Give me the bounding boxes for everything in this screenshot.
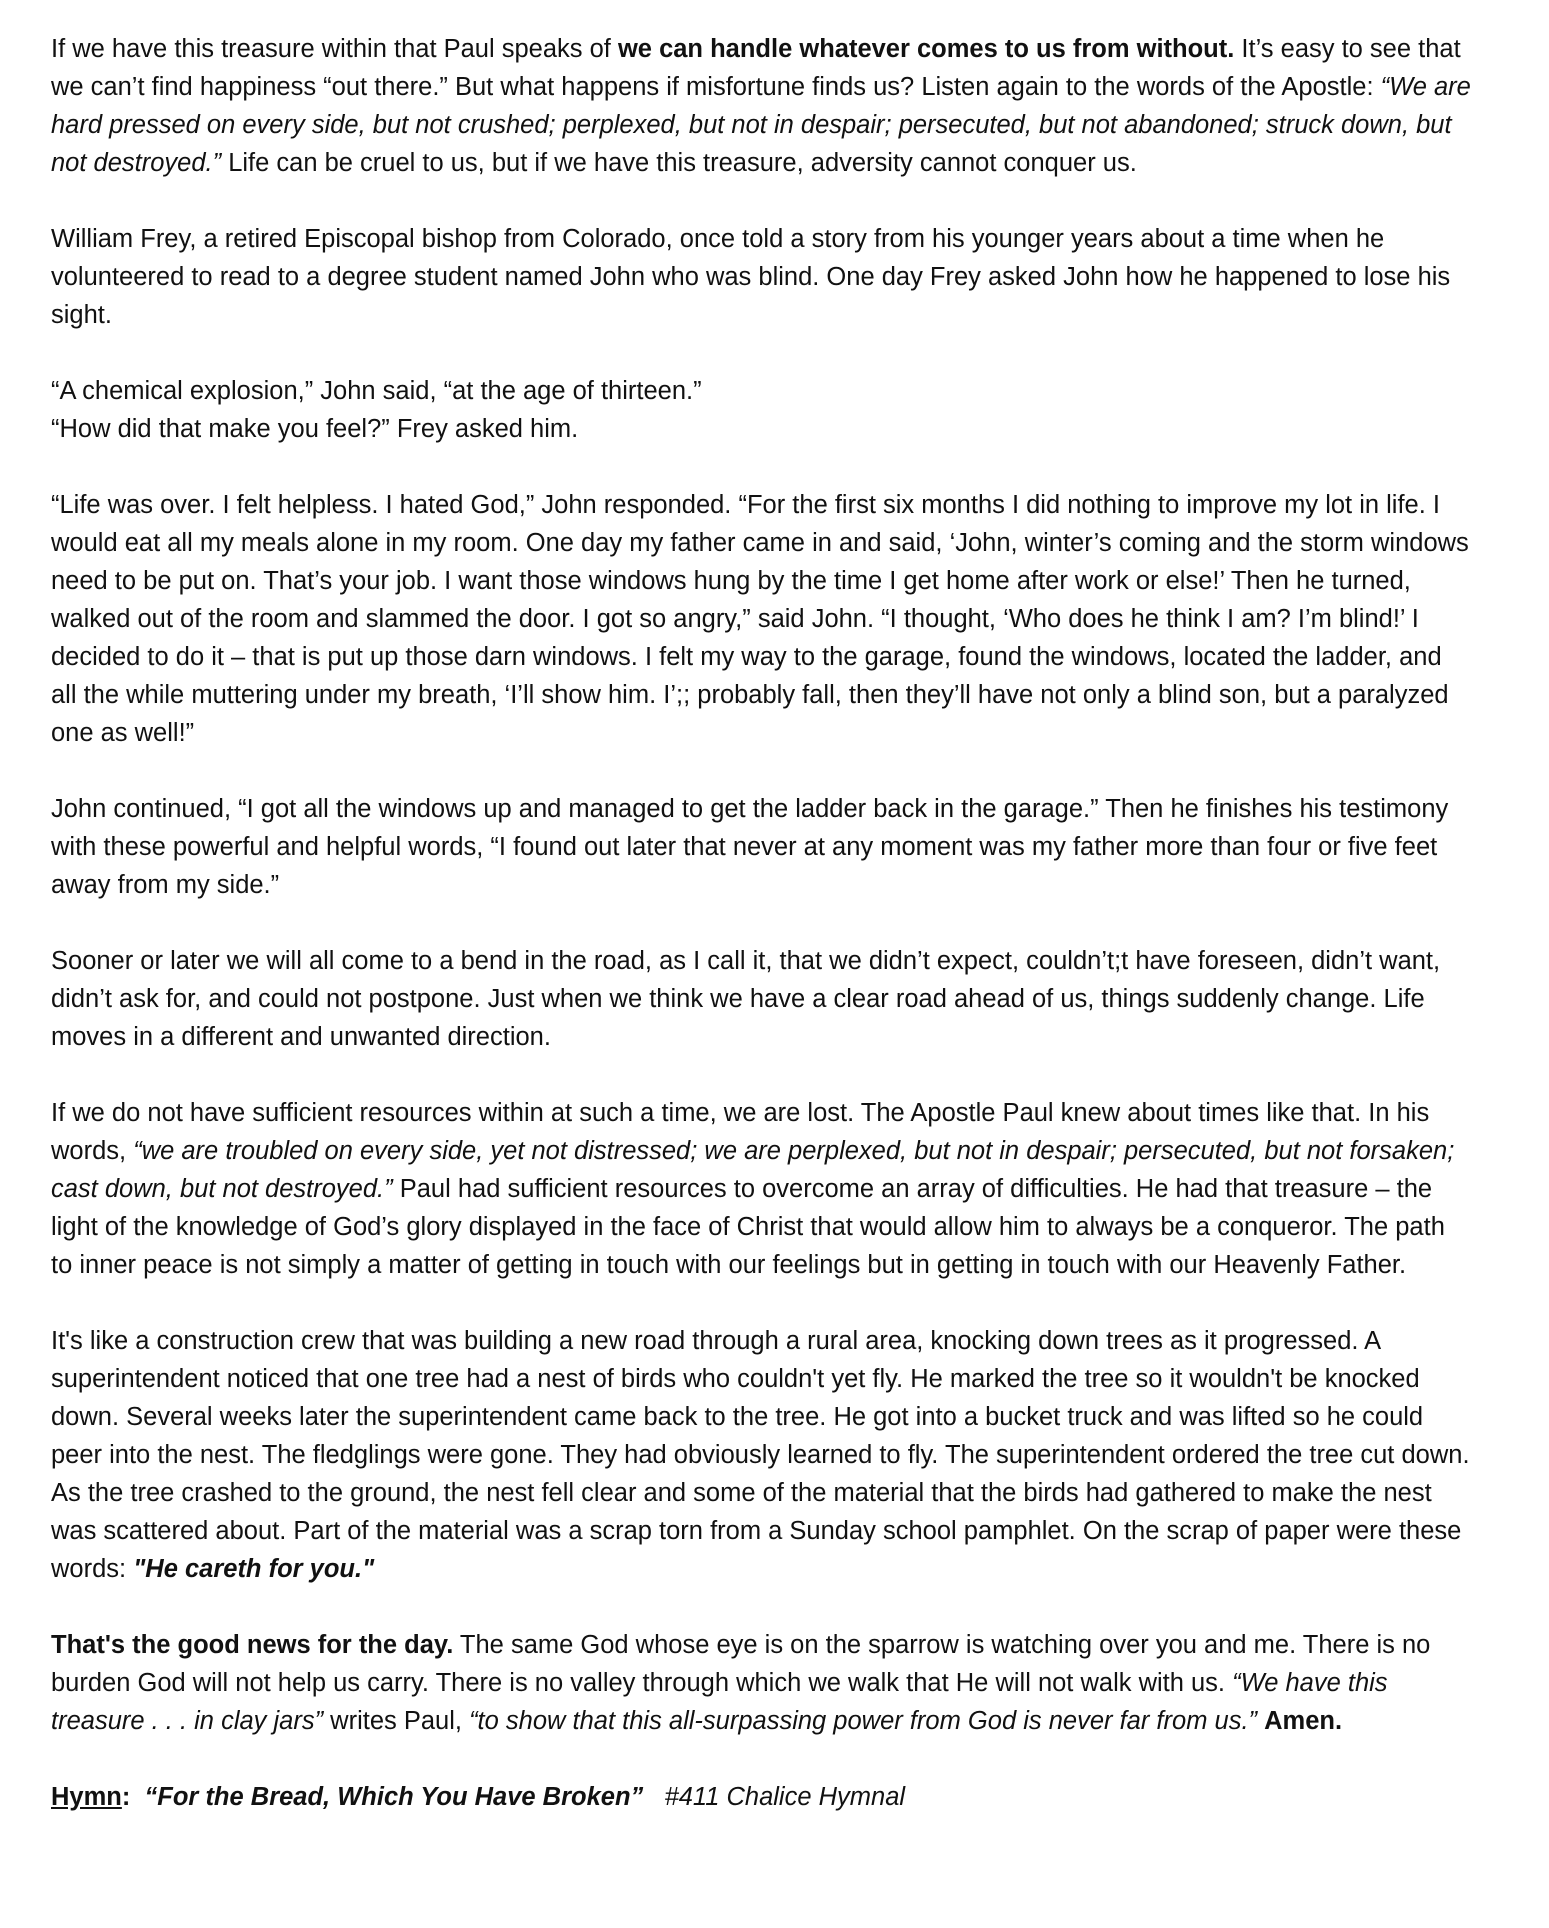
paragraph xyxy=(51,942,1471,1056)
text-segment: If we do not have sufficient resources within at such a time, we are lost. The Apostle Paul knew about times like that. In his words, xyxy=(51,1099,1430,1165)
text-segment: William Frey, a retired Episcopal bishop from Colorado, once told a story from his younger years about a time when he volunteered to read to a degree student named John who was blind. One day Frey asked John how he happened to lose his sight. xyxy=(51,225,1451,329)
text-segment: “A chemical explosion,” John said, “at the age of thirteen.” xyxy=(51,377,702,405)
text-segment: It's like a construction crew that was building a new road through a rural area, knocking down trees as it progressed. A superintendent noticed that one tree had a nest of birds who couldn't yet fly. He marked the tree so it wouldn't be knocked down. Several weeks later the superintendent came back to the tree. He got into a bucket truck and was lifted so he could peer into the nest. The fledglings were gone. They had obviously learned to fly. The superintendent ordered the tree cut down. As the tree crashed to the ground, the nest fell clear and some of the material that the birds had gathered to make the nest was scattered about. Part of the material was a scrap torn from a Sunday school pamphlet. On the scrap of paper were these words: xyxy=(51,1327,1470,1583)
text-segment: “We are hard pressed on every side, but not crushed; perplexed, but not in despair; persecuted, but not abandoned; struck down, but not destroyed.” xyxy=(51,73,1471,177)
text-segment: we can handle whatever comes to us from without. xyxy=(617,35,1235,63)
text-segment: That's the good news for the day. xyxy=(51,1631,454,1659)
text-segment: If we have this treasure within that Paul speaks of xyxy=(51,35,618,63)
text-segment: “we are troubled on every side, yet not distressed; we are perplexed, but not in despair; persecuted, but not forsaken; cast down, but not destroyed.” xyxy=(51,1137,1455,1203)
hymn-title: “For the Bread, Which You Have Broken” xyxy=(144,1783,644,1811)
text-segment: “We have this treasure . . . in clay jars” xyxy=(51,1669,1388,1735)
paragraph xyxy=(51,1322,1471,1588)
hymn-colon: : xyxy=(121,1783,145,1811)
document-page xyxy=(51,30,1471,1816)
text-segment: writes Paul, xyxy=(323,1707,470,1735)
body-text xyxy=(51,30,1471,1740)
paragraph xyxy=(51,410,1471,448)
text-segment: Paul had sufficient resources to overcome an array of difficulties. He had that treasure – the light of the knowledge of God’s glory displayed in the face of Christ that would allow him to always be a conqueror. The path to inner peace is not simply a matter of getting in touch with our feelings but in getting in touch with our Heavenly Father. xyxy=(51,1175,1445,1279)
hymn-label: Hymn xyxy=(51,1783,122,1811)
text-segment: The same God whose eye is on the sparrow is watching over you and me. There is no burden God will not help us carry. There is no valley through which we walk that He will not walk with us. xyxy=(51,1631,1431,1697)
paragraph xyxy=(51,486,1471,752)
text-segment: It’s easy to see that we can’t find happiness “out there.” But what happens if misfortune finds us? Listen again to the words of the Apostle: xyxy=(51,35,1461,101)
paragraph xyxy=(51,30,1471,182)
paragraph xyxy=(51,1094,1471,1284)
hymn-line xyxy=(51,1778,1471,1816)
paragraph xyxy=(51,220,1471,334)
text-segment: John continued, “I got all the windows up and managed to get the ladder back in the garage.” Then he finishes his testimony with these powerful and helpful words, “I found out later that never at any moment was my father more than four or five feet away from my side.” xyxy=(51,795,1449,899)
text-segment: Amen. xyxy=(1264,1707,1343,1735)
text-segment: Sooner or later we will all come to a bend in the road, as I call it, that we didn’t expect, couldn’t;t have foreseen, didn’t want, didn’t ask for, and could not postpone. Just when we think we have a clear road ahead of us, things suddenly change. Life moves in a different and unwanted direction. xyxy=(51,947,1441,1051)
text-segment: “Life was over. I felt helpless. I hated God,” John responded. “For the first six months I did nothing to improve my lot in life. I would eat all my meals alone in my room. One day my father came in and said, ‘John, winter’s coming and the storm windows need to be put on. That’s your job. I want those windows hung by the time I get home after work or else!’ Then he turned, walked out of the room and slammed the door. I got so angry,” said John. “I thought, ‘Who does he think I am? I’m blind!’ I decided to do it – that is put up those darn windows. I felt my way to the garage, found the windows, located the ladder, and all the while muttering under my breath, ‘I’ll show him. I’;; probably fall, then they’ll have not only a blind son, but a paralyzed one as well!” xyxy=(51,491,1469,747)
text-segment: “to show that this all-surpassing power from God is never far from us.” xyxy=(469,1707,1258,1735)
text-segment: "He careth for you." xyxy=(133,1555,375,1583)
paragraph xyxy=(51,372,1471,410)
paragraph xyxy=(51,1626,1471,1740)
text-segment: “How did that make you feel?” Frey asked him. xyxy=(51,415,579,443)
hymn-number: #411 Chalice Hymnal xyxy=(664,1783,906,1811)
paragraph xyxy=(51,790,1471,904)
text-segment: Life can be cruel to us, but if we have this treasure, adversity cannot conquer us. xyxy=(221,149,1137,177)
hymn-gap xyxy=(643,1783,664,1811)
